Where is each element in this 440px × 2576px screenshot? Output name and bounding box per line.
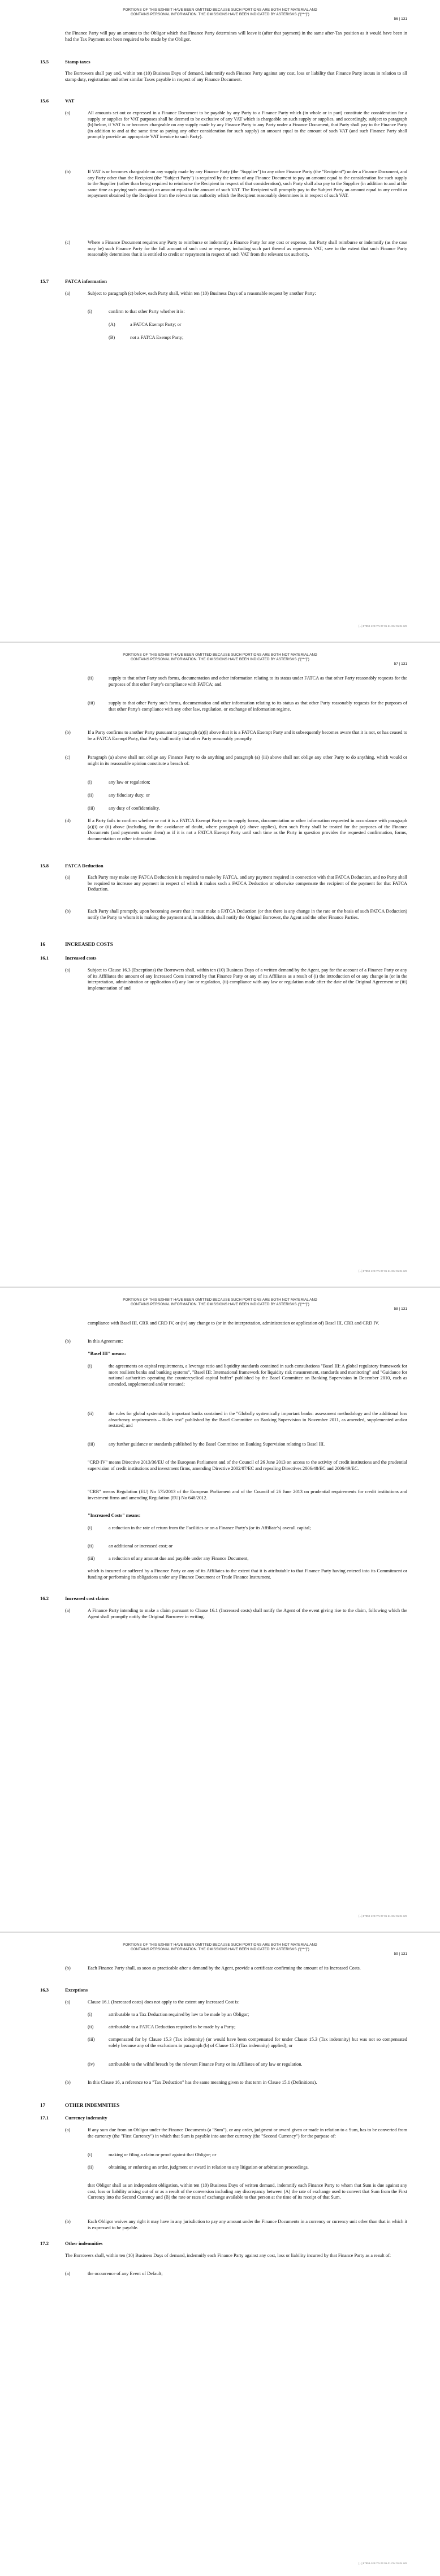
- clause-text: not a FATCA Exempt Party;: [130, 335, 184, 340]
- section-heading: 17.1 Currency indemnity: [40, 2115, 107, 2121]
- clause-text: Subject to paragraph (c) below, each Party shall, within ten (10) Business Days of a reasonable request by another Party:: [88, 291, 316, 296]
- clause-label: (b): [65, 909, 71, 914]
- clause-text: supply to that other Party such forms, documentation and other information relating to its status under FATCA as that other Party reasonably requests for the purposes of that other Party's compliance with FATCA; and: [109, 676, 407, 687]
- clause-label: (a): [65, 1999, 71, 2005]
- clause-label: (a): [65, 875, 71, 880]
- clause-label: (ii): [88, 2165, 94, 2170]
- clause-text: If any sum due from an Obligor under the Finance Documents (a "Sum"), or any order, judgment or award given or made in relation to a Sum, has to be converted from the currency (the "First Currency") in which that Sum is payable into another currency (the "Second Currency") for the purpose of:: [88, 2127, 407, 2139]
- clause-label: (i): [88, 2012, 92, 2017]
- page-footer: [...] 87859-1v8 ITN 07-05-21 CM 01:04 WS: [359, 1270, 407, 1272]
- clause-label: (a): [65, 1608, 71, 1613]
- clause-text: attributable to a FATCA Deduction required to be made by a Party;: [109, 2024, 236, 2029]
- section-heading: 15.7 FATCA information: [40, 278, 107, 284]
- clause-label: (i): [88, 780, 92, 785]
- clause-label: (a): [65, 110, 71, 115]
- clause-text: Each Party may make any FATCA Deduction it is required to make by FATCA, and any payment required in connection with that FATCA Deduction, and no Party shall be required to increase any payment in respect of which it makes such a FATCA Deduction or otherwise compensate the recipient of the payment for that FATCA Deduction.: [88, 875, 407, 892]
- clause-text: If a Party fails to confirm whether or not it is a FATCA Exempt Party or to supply forms, documentation or other information requested in accordance with paragraph (a)(i) or (ii) above (including, for the avoidance of doubt, where paragraph (c) above applies), then such Party shall be treated for the purposes of the Finance Documents (and payments under them) as if it is not a FATCA Exempt Party until such time as the Party in question provides the requested confirmation, forms, documentation or other information.: [88, 818, 407, 841]
- clause-text: Paragraph (a) above shall not oblige any Finance Party to do anything and paragraph (a) (iii) above shall not oblige any other Party to do anything, which would or might in its reasonable opinion constitute a breach of:: [88, 755, 407, 766]
- clause-label: (i): [88, 1525, 92, 1530]
- clause-label: (ii): [88, 1411, 94, 1416]
- page-number: 58 | 131: [394, 1307, 407, 1311]
- clause-text: a reduction of any amount due and payable under any Finance Document,: [109, 1556, 249, 1561]
- definition-term: "Basel III" means:: [88, 1351, 126, 1356]
- clause-text: If a Party confirms to another Party pursuant to paragraph (a)(i) above that it is a FATCA Exempt Party and it subsequently becomes aware that it is not, or has ceased to be a FATCA Exempt Party, that Party shall notify that other Party reasonably promptly.: [88, 730, 408, 741]
- clause-label: (a): [65, 967, 71, 973]
- clause-text: any law or regulation;: [109, 780, 150, 785]
- page-3: [0, 1290, 440, 1928]
- page-header: [0, 1943, 440, 1952]
- clause-text: Each Party shall promptly, upon becoming aware that it must make a FATCA Deduction (or that there is any change in the rate or the basis of such FATCA Deduction) notify the Party to whom it is making the payment and, in addition, shall notify the Original Borrower, the Agent and the other Finance Parties.: [88, 909, 407, 920]
- clause-label: (iii): [88, 1556, 95, 1561]
- header-line-1: PORTIONS OF THIS EXHIBIT HAVE BEEN OMITTED BECAUSE SUCH PORTIONS ARE BOTH NOT MATERIAL AND: [123, 8, 317, 12]
- clause-text: the agreements on capital requirements, a leverage ratio and liquidity standards contained in such consultations "Basel III: A global regulatory framework for more resilient banks and banking systems", "Basel III: International framework for liquidity risk measurement, standards and monitoring" and "Guidance for national authorities operating the countercyclical capital buffer" published by the Basel Committee on Banking Supervision in December 2010, each as amended, supplemented and/or restated;: [109, 1364, 407, 1387]
- clause-label: (i): [88, 2152, 92, 2157]
- header-line-1: PORTIONS OF THIS EXHIBIT HAVE BEEN OMITTED BECAUSE SUCH PORTIONS ARE BOTH NOT MATERIAL AND: [123, 1298, 317, 1302]
- clause-text: attributable to the wilful breach by the relevant Finance Party or its Affiliates of any law or regulation.: [109, 2062, 303, 2067]
- header-line-2: CONTAINS PERSONAL INFORMATION. THE OMISSIONS HAVE BEEN INDICATED BY ASTERISKS ("[***]"): [131, 1302, 309, 1306]
- page-header: [0, 1298, 440, 1307]
- clause-label: (a): [65, 2127, 71, 2132]
- clause-text: a FATCA Exempt Party; or: [130, 322, 182, 327]
- clause-label: (c): [65, 240, 71, 245]
- clause-label: (iii): [88, 700, 95, 706]
- clause-label: (iii): [88, 2037, 95, 2042]
- clause-text: A Finance Party intending to make a claim pursuant to Clause 16.1 (Increased costs) shall notify the Agent of the event giving rise to the claim, following which the Agent shall promptly notify the Original Borrower in writing.: [88, 1608, 407, 1619]
- article-heading: 17 OTHER INDEMNITIES: [40, 2102, 120, 2108]
- clause-text: compensated for by Clause 15.3 (Tax indemnity) (or would have been compensated for under Clause 15.3 (Tax indemnity) but was not so compensated solely because any of the exclusions in paragraph (b) of Clause 15.3 (Tax indemnity) applied); or: [109, 2037, 407, 2048]
- clause-text: the rules for global systemically important banks contained in the "Globally systemically important banks: assessment methodology and the additional loss absorbency requirements – Rules text" published by the Basel Committee on Banking Supervision in November 2011, as amended, supplemented and/or restated; and: [109, 1411, 407, 1429]
- clause-label: (ii): [88, 2024, 94, 2029]
- page-header: [0, 653, 440, 662]
- clause-label: (iii): [88, 806, 95, 811]
- article-heading: 16 INCREASED COSTS: [40, 941, 113, 947]
- page-separator: [0, 1932, 440, 1933]
- page-number: 57 | 131: [394, 662, 407, 666]
- clause-text: In this Agreement:: [88, 1339, 123, 1344]
- paragraph: The Borrowers shall pay and, within ten (10) Business Days of demand, indemnify each Finance Party against any cost, loss or liability that Finance Party incurs in relation to all stamp duty, registration and other similar Taxes payable in respect of any Finance Document.: [65, 71, 407, 82]
- clause-text: Each Obligor waives any right it may have in any jurisdiction to pay any amount under the Finance Documents in a currency or currency unit other than that in which it is expressed to be payable.: [88, 2219, 407, 2230]
- clause-text: a reduction in the rate of return from the Facilities or on a Finance Party's (or its Affiliate's) overall capital;: [109, 1525, 311, 1530]
- clause-label: (b): [65, 2080, 71, 2085]
- clause-label: (b): [65, 169, 71, 174]
- clause-label: (i): [88, 1364, 92, 1369]
- section-heading: 15.8 FATCA Deduction: [40, 863, 103, 868]
- definition-term: "Increased Costs" means:: [88, 1513, 141, 1518]
- section-heading: 17.2 Other indemnities: [40, 2240, 103, 2246]
- clause-text: Subject to Clause 16.3 (Exceptions) the Borrowers shall, within ten (10) Business Days of a written demand by the Agent, pay for the account of a Finance Party or any of its Affiliates the amount of any Increased Costs incurred by that Finance Party or any of its Affiliates as a result of (i) the introduction of or any change in (or in the interpretation, administration or application of) any law or regulation, (ii) compliance with any law or regulation made after the date of the Original Agreement or (iii) implementation of and: [88, 967, 407, 991]
- section-heading: 15.5 Stamp taxes: [40, 59, 90, 64]
- page-number: 59 | 131: [394, 1952, 407, 1956]
- clause-label: (a): [65, 291, 71, 296]
- clause-label: (d): [65, 818, 71, 823]
- section-heading: 15.6 VAT: [40, 98, 75, 104]
- header-line-1: PORTIONS OF THIS EXHIBIT HAVE BEEN OMITTED BECAUSE SUCH PORTIONS ARE BOTH NOT MATERIAL AND: [123, 653, 317, 657]
- section-heading: 16.3 Exceptions: [40, 1987, 88, 1993]
- page-footer: [...] 87859-1v8 ITN 07-05-21 CM 01:04 WS: [359, 625, 407, 627]
- clause-text: All amounts set out or expressed in a Finance Document to be payable by any Party to a Finance Party which (in whole or in part) constitute the consideration for a supply or supplies for VAT purposes shall be deemed to be exclusive of any VAT which is chargeable on such supply or supplies, and accordingly, subject to paragraph (b) below, if VAT is or becomes chargeable on any supply made by any Finance Party to any Party under a Finance Document, that Party shall pay to the Finance Party (in addition to and at the same time as paying any other consideration for such supply) an amount equal to the amount of such VAT (and such Finance Party shall promptly provide an appropriate VAT invoice to such Party).: [88, 110, 407, 140]
- page-footer: [...] 87859-1v8 ITN 07-05-21 CM 01:04 WS: [359, 1915, 407, 1917]
- clause-text: obtaining or enforcing an order, judgment or award in relation to any litigation or arbitration proceedings,: [109, 2165, 309, 2170]
- page-separator: [0, 642, 440, 643]
- header-line-2: CONTAINS PERSONAL INFORMATION. THE OMISSIONS HAVE BEEN INDICATED BY ASTERISKS ("[***]"): [131, 12, 309, 16]
- clause-label: (b): [65, 2219, 71, 2224]
- clause-label: (a): [65, 2271, 71, 2276]
- clause-text: any duty of confidentiality.: [109, 806, 160, 811]
- header-line-2: CONTAINS PERSONAL INFORMATION. THE OMISSIONS HAVE BEEN INDICATED BY ASTERISKS ("[***]"): [131, 657, 309, 661]
- clause-text: If VAT is or becomes chargeable on any supply made by any Finance Party (the "Supplier") to any other Finance Party (the "Recipient") under a Finance Document, and any Party other than the Recipient (the "Subject Party") is required by the terms of any Finance Document to pay an amount equal to the consideration for such supply to the Supplier (rather than being required to reimburse the Recipient in respect of that consideration), such Party shall also pay to the Supplier (in addition to and at the same time as paying such amount) an amount equal to the amount of such VAT. The Recipient will promptly pay to the Subject Party an amount equal to any credit or repayment obtained by the Recipient from the relevant tax authority which the Recipient reasonably determines is in respect of such VAT.: [88, 169, 407, 199]
- clause-text: an additional or increased cost; or: [109, 1543, 173, 1549]
- section-heading: 16.1 Increased costs: [40, 955, 97, 961]
- clause-text: any further guidance or standards published by the Basel Committee on Banking Supervision relating to Basel III.: [109, 1442, 325, 1447]
- clause-label: (iii): [88, 1442, 95, 1447]
- clause-text: supply to that other Party such forms, documentation and other information relating to its status as that other Party reasonably requests for the purposes of that other Party's compliance with any other law, regulation, or exchange of information regime.: [109, 700, 407, 712]
- clause-text: the occurrence of any Event of Default;: [88, 2271, 163, 2276]
- clause-text: Where a Finance Document requires any Party to reimburse or indemnify a Finance Party for any cost or expense, that Party shall reimburse or indemnify (as the case may be) such Finance Party for the full amount of such cost or expense, including such part thereof as represents VAT, save to the extent that such Finance Party reasonably determines that it is entitled to credit or repayment in respect of such VAT from the relevant tax authority.: [88, 240, 407, 257]
- clause-label: (B): [109, 335, 115, 340]
- clause-label: (A): [109, 322, 115, 327]
- paragraph: that Obligor shall as an independent obligation, within ten (10) Business Days of written demand, indemnify each Finance Party to whom that Sum is due against any cost, loss or liability arising out of or as a result of the conversion including any discrepancy between (A) the rate of exchange used to convert that Sum from the First Currency into the Second Currency and (B) the rate or rates of exchange available to that person at the time of its receipt of that Sum.: [88, 2183, 407, 2200]
- clause-label: (b): [65, 1339, 71, 1344]
- paragraph: which is incurred or suffered by a Finance Party or any of its Affiliates to the extent that it is attributable to that Finance Party having entered into its Commitment or funding or performing its obligations under any Finance Document or Trade Finance Instrument.: [88, 1568, 407, 1580]
- page-4: [0, 1935, 440, 2576]
- clause-text: making or filing a claim or proof against that Obligor; or: [109, 2152, 217, 2157]
- clause-label: (ii): [88, 793, 94, 798]
- page-1: [0, 0, 440, 638]
- page-2: [0, 645, 440, 1283]
- clause-label: (ii): [88, 676, 94, 681]
- clause-text: In this Clause 16, a reference to a "Tax Deduction" has the same meaning given to that term in Clause 15.1 (Definitions).: [88, 2080, 317, 2085]
- clause-label: (b): [65, 1966, 71, 1971]
- clause-text: Clause 16.1 (Increased costs) does not apply to the extent any Increased Cost is:: [88, 1999, 240, 2005]
- page-separator: [0, 1287, 440, 1288]
- clause-label: (c): [65, 755, 71, 760]
- clause-text: confirm to that other Party whether it is:: [109, 309, 185, 314]
- definition-crd-iv: "CRD IV" means Directive 2013/36/EU of the European Parliament and of the Council of 26 June 2013 on access to the activity of credit institutions and the prudential supervision of credit institutions and investment firms, amending Directive 2002/87/EC and repealing Directives 2006/48/EC and 2006/49/EC.: [88, 1460, 407, 1471]
- page-number: 56 | 131: [394, 17, 407, 21]
- clause-label: (i): [88, 309, 92, 314]
- definition-crr: "CRR" means Regulation (EU) No 575/2013 of the European Parliament and of the Council of 26 June 2013 on prudential requirements for credit institutions and investment firms and amending Regulation (EU) No 648/2012.: [88, 1489, 407, 1500]
- clause-label: (b): [65, 730, 71, 735]
- clause-label: (iv): [88, 2062, 95, 2067]
- header-line-1: PORTIONS OF THIS EXHIBIT HAVE BEEN OMITTED BECAUSE SUCH PORTIONS ARE BOTH NOT MATERIAL AND: [123, 1943, 317, 1947]
- section-heading: 16.2 Increased cost claims: [40, 1596, 109, 1601]
- page-header: [0, 8, 440, 17]
- header-line-2: CONTAINS PERSONAL INFORMATION. THE OMISSIONS HAVE BEEN INDICATED BY ASTERISKS ("[***]"): [131, 1947, 309, 1951]
- clause-text: attributable to a Tax Deduction required by law to be made by an Obligor;: [109, 2012, 249, 2017]
- clause-text: any fiduciary duty; or: [109, 793, 150, 798]
- page-footer: [...] 87859-1v8 ITN 07-05-21 CM 01:04 WS: [359, 2562, 407, 2565]
- paragraph: The Borrowers shall, within ten (10) Business Days of demand, indemnify each Finance Party against any cost, loss or liability incurred by that Finance Party as a result of:: [65, 2253, 391, 2258]
- clause-label: (ii): [88, 1543, 94, 1549]
- paragraph: the Finance Party will pay an amount to the Obligor which that Finance Party determines will leave it (after that payment) in the same after-Tax position as it would have been in had the Tax Payment not been required to be made by the Obligor.: [65, 31, 407, 42]
- clause-text: Each Finance Party shall, as soon as practicable after a demand by the Agent, provide a certificate confirming the amount of its Increased Costs.: [88, 1966, 361, 1971]
- paragraph: compliance with Basel III, CRR and CRD IV, or (iv) any change to (or in the interpretation, administration or application of) Basel III, CRR and CRD IV.: [88, 1321, 379, 1326]
